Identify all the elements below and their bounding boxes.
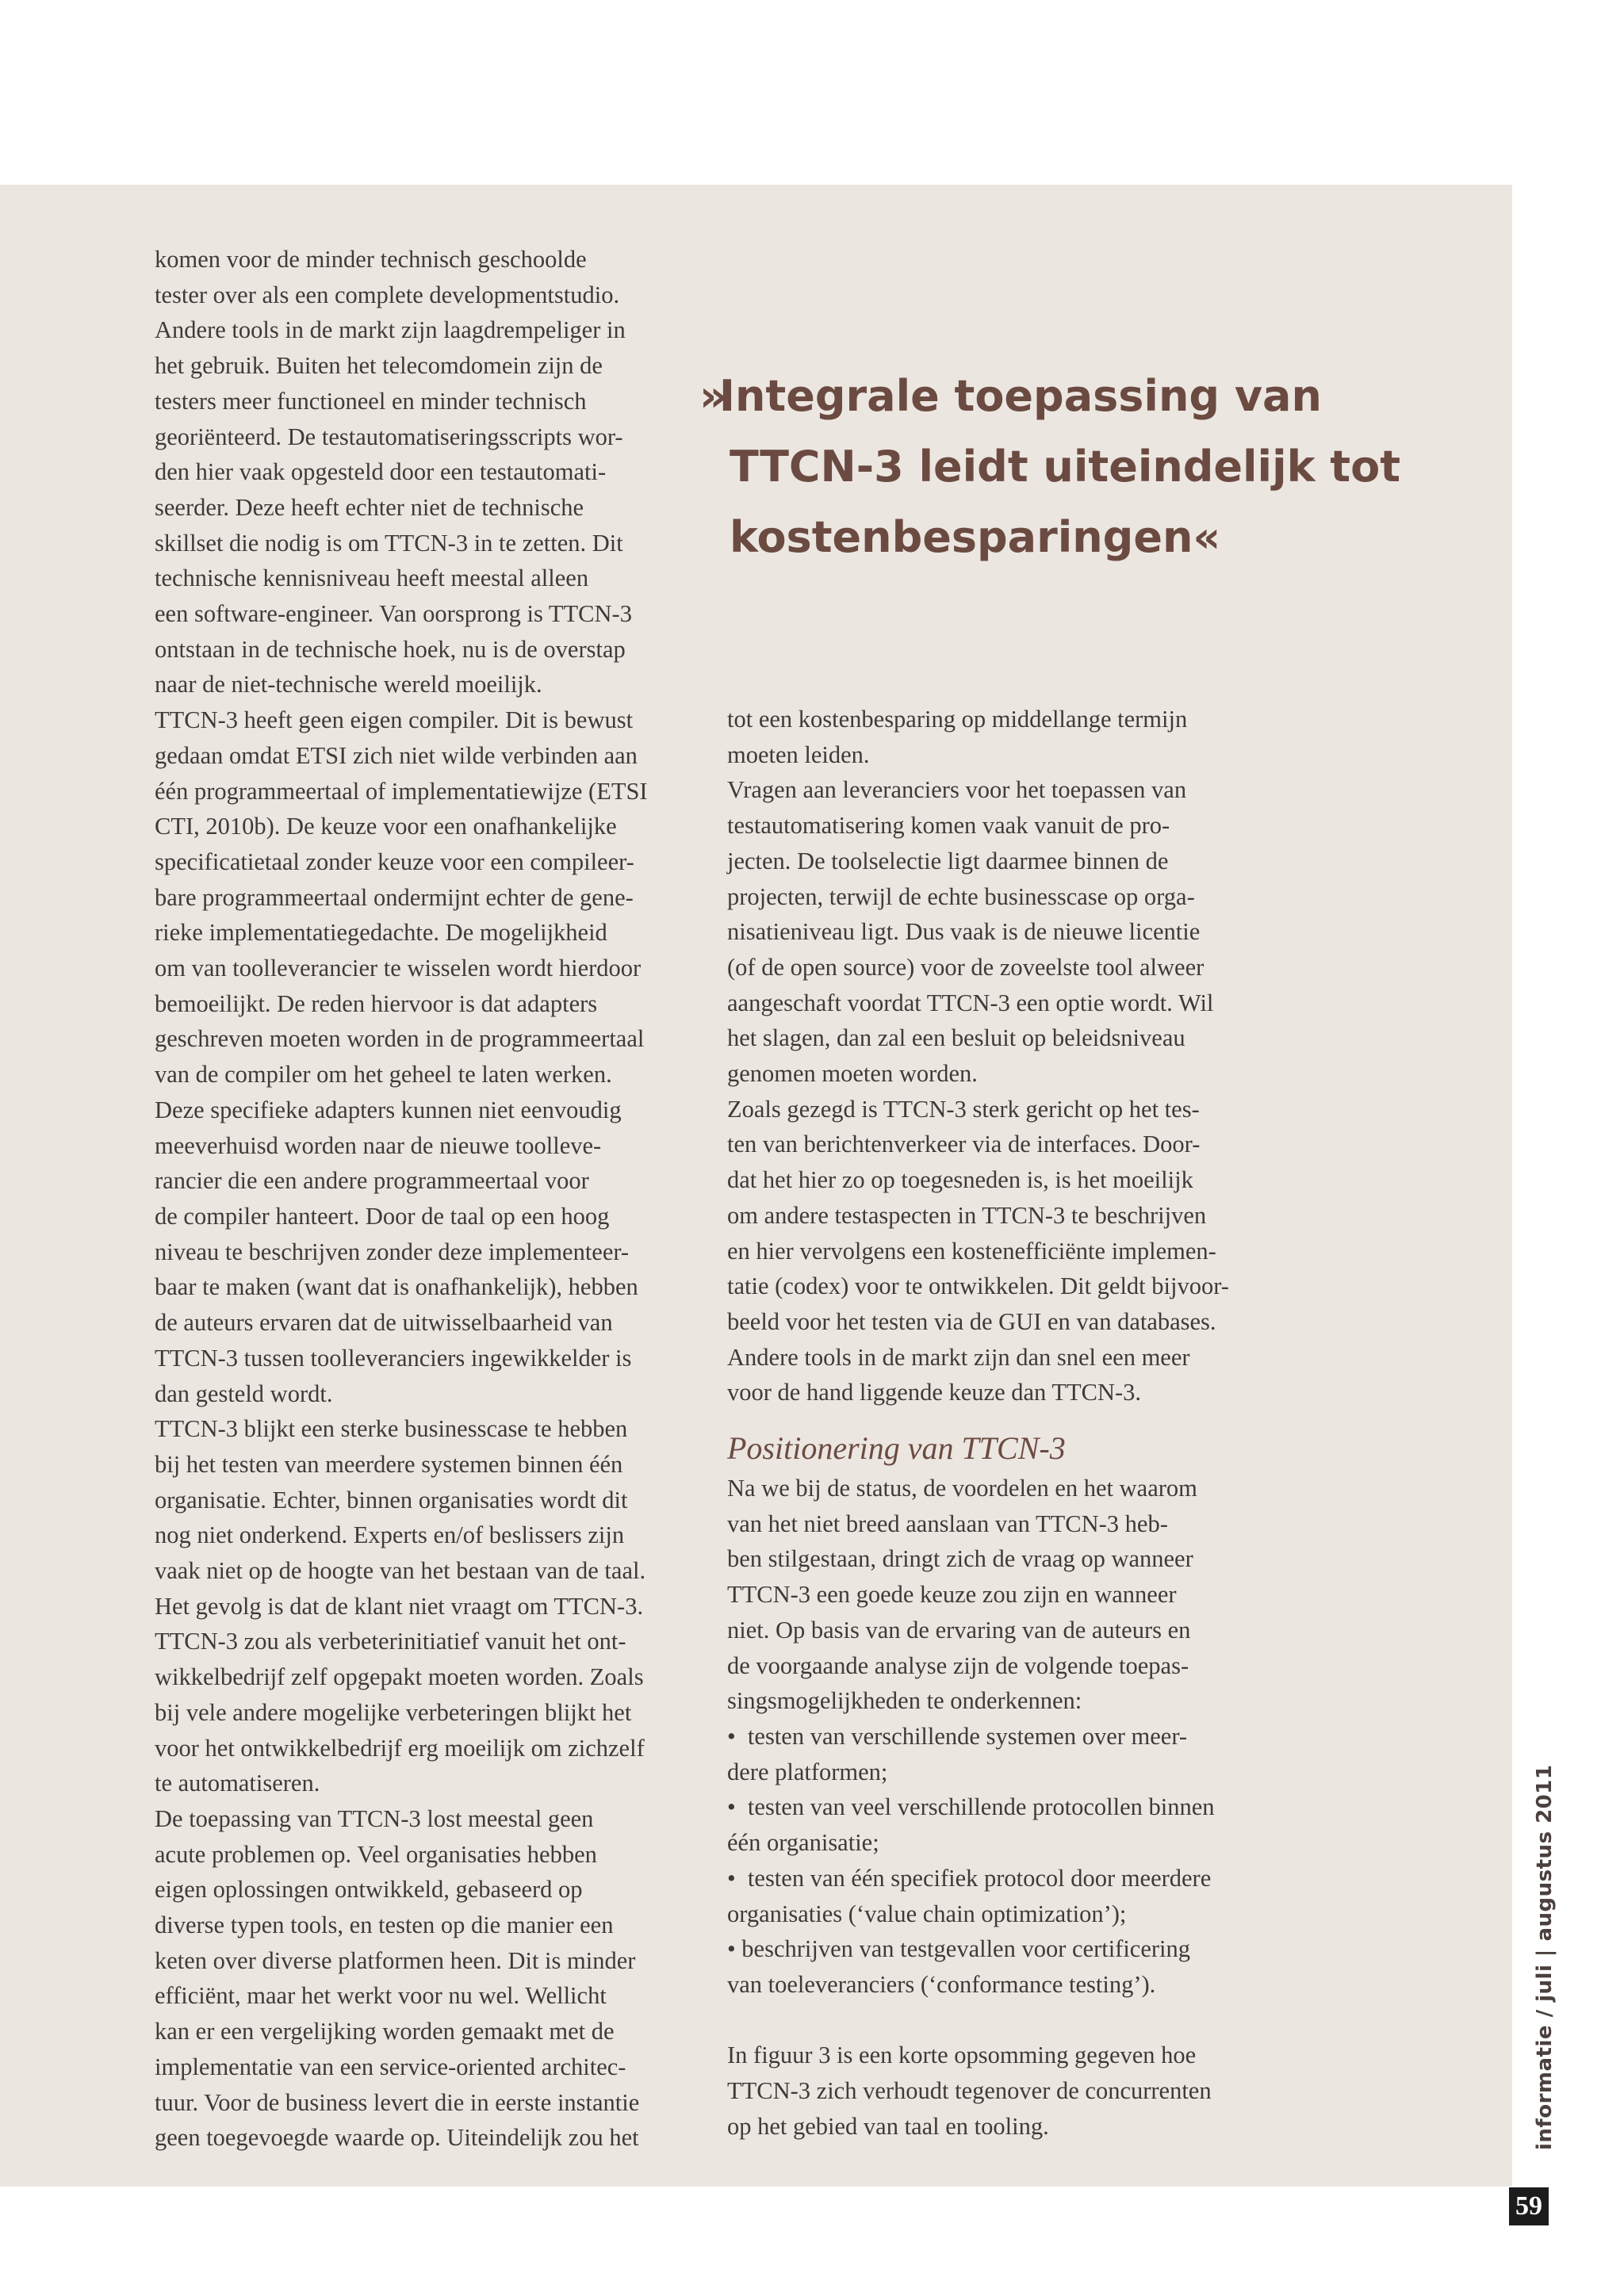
right-column-text-b: Na we bij de status, de voordelen en het waarom van het niet breed aanslaan van TTCN-3 heb- ben stilgestaan, dringt zich de vraag op wanneer TTCN-3 een goede keuze zou zijn en wanneer niet. Op basis van de ervaring van de auteurs en de voorgaande analyse zijn de volgende toepas- singsmogelijkheden te onderkennen: • testen van verschillende systemen over meer- dere platformen; • testen van veel verschillende protocollen binnen één organisatie; • testen van één specifiek protocol door meerdere organisaties (‘value chain optimization’); • beschrijven van testgevallen voor certificering van toeleveranciers (‘conformance testing’). — [727, 1475, 1215, 1998]
page-number: 59 — [1509, 2187, 1549, 2225]
pull-quote — [699, 361, 1413, 572]
left-text-column — [155, 242, 694, 2156]
left-column-text: komen voor de minder technisch geschoolde tester over als een complete developmentstudio. Andere tools in de markt zijn laagdrempeliger in het gebruik. Buiten het telecomdomein zijn de testers meer functioneel en minder technisch georiënteerd. De testautomatiseringsscripts wor- den hier vaak opgesteld door een testautomati- seerder. Deze heeft echter niet de technische skillset die nodig is om TTCN-3 in te zetten. Dit technische kennisniveau heeft meestal alleen een software-engineer. Van oorsprong is TTCN-3 ontstaan in de technische hoek, nu is de overstap naar de niet-technische wereld moeilijk. TTCN-3 heeft geen eigen compiler. Dit is bewust gedaan omdat ETSI zich niet wilde verbinden aan één programmeertaal of implementatiewijze (ETSI CTI, 2010b). De keuze voor een onafhankelijke specificatietaal zonder keuze voor een compileer- bare programmeertaal ondermijnt echter de gene- rieke implementatiegedachte. De mogelijkheid om van toolleverancier te wisselen wordt hierdoor bemoeilijkt. De reden hiervoor is dat adapters geschreven moeten worden in de programmeertaal van de compiler om het geheel te laten werken. Deze specifieke adapters kunnen niet eenvoudig meeverhuisd worden naar de nieuwe toolleve- rancier die een andere programmeertaal voor de compiler hanteert. Door de taal op een hoog niveau te beschrijven zonder deze implementeer- baar te maken (want dat is onafhankelijk), hebben de auteurs ervaren dat de uitwisselbaarheid van TTCN-3 tussen toolleveranciers ingewikkelder is dan gesteld wordt. TTCN-3 blijkt een sterke businesscase te hebben bij het testen van meerdere systemen binnen één organisatie. Echter, binnen organisaties wordt dit nog niet onderkend. Experts en/of beslissers zijn vaak niet op de hoogte van het bestaan van de taal. Het gevolg is dat de klant niet vraagt om TTCN-3. TTCN-3 zou als verbeterinitiatief vanuit het ont- wikkelbedrijf zelf opgepakt moeten worden. Zoals bij vele andere mogelijke verbeteringen blijkt het voor het ontwikkelbedrijf erg moeilijk om zichzelf te automatiseren. De toepassing van TTCN-3 lost meestal geen acute problemen op. Veel organisaties hebben eigen oplossingen ontwikkeld, gebaseerd op diverse typen tools, en testen op die manier een keten over diverse platformen heen. Dit is minder efficiënt, maar het werkt voor nu wel. Wellicht kan er een vergelijking worden gemaakt met de implementatie van een service-oriented architec- tuur. Voor de business levert die in eerste instantie geen toegevoegde waarde op. Uiteindelijk zou het — [155, 246, 648, 2152]
pull-quote-line-2: TTCN-3 leidt uiteindelijk tot — [730, 442, 1401, 492]
right-column-text-c: In figuur 3 is een korte opsomming gegeven hoe TTCN-3 zich verhoudt tegenover de concurrenten op het gebied van taal en tooling. — [727, 2042, 1212, 2140]
pull-quote-line-1: »Integrale toepassing van — [699, 371, 1322, 421]
close-quote-icon: « — [1193, 512, 1213, 562]
section-heading: Positionering van TTCN-3 — [727, 1430, 1066, 1467]
right-column-text-a: tot een kostenbesparing op middellange termijn moeten leiden. Vragen aan leveranciers voor het toepassen van testautomatisering komen vaak vanuit de pro- jecten. De toolselectie ligt daarmee binnen de projecten, terwijl de echte businesscase op orga- nisatieniveau ligt. Dus vaak is de nieuwe licentie (of de open source) voor de zoveelste tool alweer aangeschaft voordat TTCN-3 een optie wordt. Wil het slagen, dan zal een besluit op beleidsniveau genomen moeten worden. Zoals gezegd is TTCN-3 sterk gericht op het tes- ten van berichtenverkeer via de interfaces. Door- dat het hier zo op toegesneden is, is het moeilijk om andere testaspecten in TTCN-3 te beschrijven en hier vervolgens een kostenefficiënte implemen- tatie (codex) voor te ontwikkelen. Dit geldt bijvoor- beeld voor het testen via de GUI en van databases. Andere tools in de markt zijn dan snel een meer voor de hand liggende keuze dan TTCN-3. — [727, 706, 1229, 1406]
right-text-column — [727, 702, 1274, 2144]
open-quote-icon: » — [699, 371, 719, 421]
paragraph-spacer — [727, 2003, 1274, 2038]
publication-footer: informatie / juli | augustus 2011 — [1533, 1764, 1557, 2150]
pull-quote-line-3: kostenbesparingen« — [730, 512, 1213, 562]
